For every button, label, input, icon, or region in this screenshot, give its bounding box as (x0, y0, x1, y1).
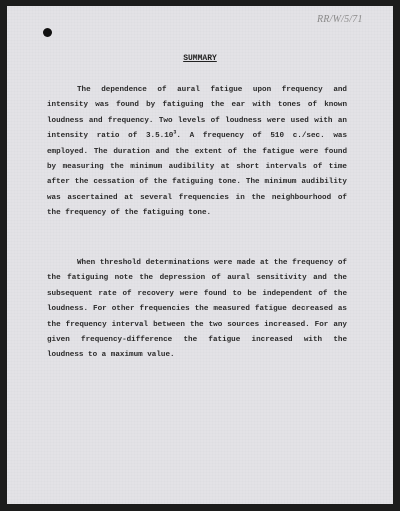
paragraph-1-text-b: . A frequency of 510 c./sec. was employed. The duration and the extent of the fatigue were found by measuring the minimum audibility at short intervals of time after the cessation of the fatiguing tone. The minimum audibility was ascertained at several frequencies in the neighbourhood of the frequency of the fatiguing tone. (47, 132, 347, 218)
reference-number: RR/W/5/71 (317, 14, 363, 25)
paragraph-1-text-a: The dependence of aural fatigue upon frequency and intensity was found by fatiguing the ear with tones of known loudness and frequency. Two levels of loudness were used with an intensity ratio of 3.5.10 (47, 86, 347, 141)
paragraph-2: When threshold determinations were made at the frequency of the fatiguing note the depression of aural sensitivity and the subsequent rate of recovery were found to be independent of the loudness. For other frequencies the measured fatigue decreased as the frequency interval between the two sources increased. For any given frequency-difference the fatigue increased with the loudness to a maximum value. (47, 259, 347, 360)
summary-heading: SUMMARY (183, 54, 217, 63)
document-page (7, 6, 393, 504)
intensity-exponent: 3 (173, 129, 177, 136)
paragraph-1 (47, 83, 347, 222)
punch-hole (43, 28, 52, 37)
